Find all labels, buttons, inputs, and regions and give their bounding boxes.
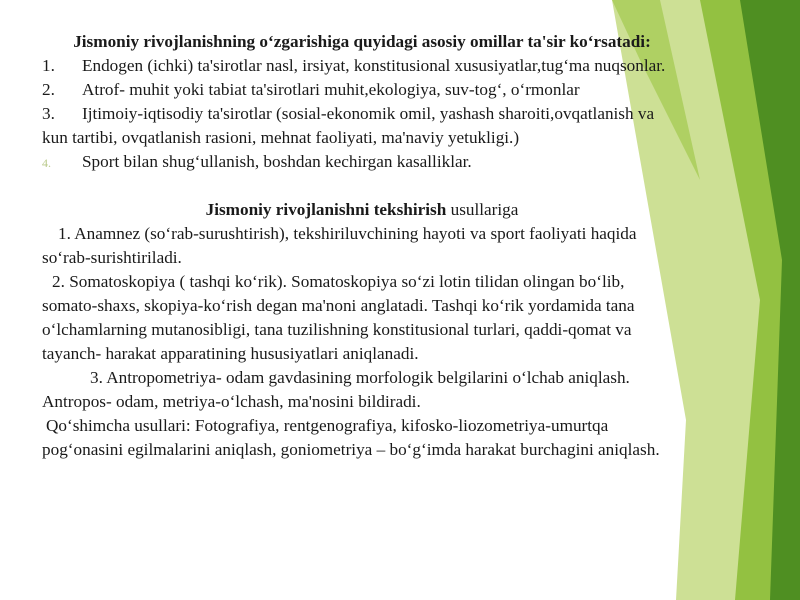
factor-number: 3. xyxy=(42,104,55,123)
factor-text: Atrof- muhit yoki tabiat ta'sirotlari muhit,ekologiya, suv-tog‘, o‘rmonlar xyxy=(82,80,580,99)
methods-heading-bold: Jismoniy rivojlanishni tekshirish xyxy=(205,200,447,219)
factor-number: 1. xyxy=(42,56,55,75)
factor-item-3 xyxy=(42,102,682,150)
slide-title: Jismoniy rivojlanishning o‘zgarishiga quyidagi asosiy omillar ta'sir ko‘rsatadi: xyxy=(73,32,651,51)
factor-item-4 xyxy=(42,150,682,175)
method-additional: Qo‘shimcha usullari: Fotografiya, rentgenografiya, kifosko-liozometriya-umurtqa pog‘onasini egilmalarini aniqlash, goniometriya – bo‘g‘imda harakat burchagini aniqlash. xyxy=(42,416,660,459)
slide-content xyxy=(42,30,682,462)
factor-text: Sport bilan shug‘ullanish, boshdan kechirgan kasalliklar. xyxy=(82,152,472,171)
factor-text: Endogen (ichki) ta'sirotlar nasl, irsiyat, konstitusional xususiyatlar,tug‘ma nuqsonlar. xyxy=(82,56,666,75)
factor-number: 2. xyxy=(42,80,55,99)
spacer xyxy=(42,175,682,198)
factor-item-1 xyxy=(42,54,682,78)
methods-heading xyxy=(42,198,682,222)
method-antropometriya: 3. Antropometriya- odam gavdasining morfologik belgilarini o‘lchab aniqlash. Antropos- odam, metriya-o‘lchash, ma'nosini bildiradi. xyxy=(42,368,630,411)
method-somatoskopiya: 2. Somatoskopiya ( tashqi ko‘rik). Somatoskopiya so‘zi lotin tilidan olingan bo‘lib, somato-shaxs, skopiya-ko‘rish degan ma'noni anglatadi. Tashqi ko‘rik yordamida tana o‘lchamlarning mutanosibligi, tana tuzilishning konstitusional turlari, qaddi-qomat va tayanch- harakat apparatining hususiyatlari aniqlanadi. xyxy=(42,272,635,363)
factor-number: 4. xyxy=(42,156,51,170)
method-anamnez: 1. Anamnez (so‘rab-surushtirish), tekshiriluvchining hayoti va sport faoliyati haqida so‘rab-surishtiriladi. xyxy=(42,224,637,267)
methods-heading-rest: usullariga xyxy=(446,200,519,219)
factor-text: Ijtimoiy-iqtisodiy ta'sirotlar (sosial-ekonomik omil, yashash sharoiti,ovqatlanish va kun tartibi, ovqatlanish rasioni, mehnat faoliyati, ma'naviy yetukligi.) xyxy=(42,104,655,147)
factor-item-2 xyxy=(42,78,682,102)
